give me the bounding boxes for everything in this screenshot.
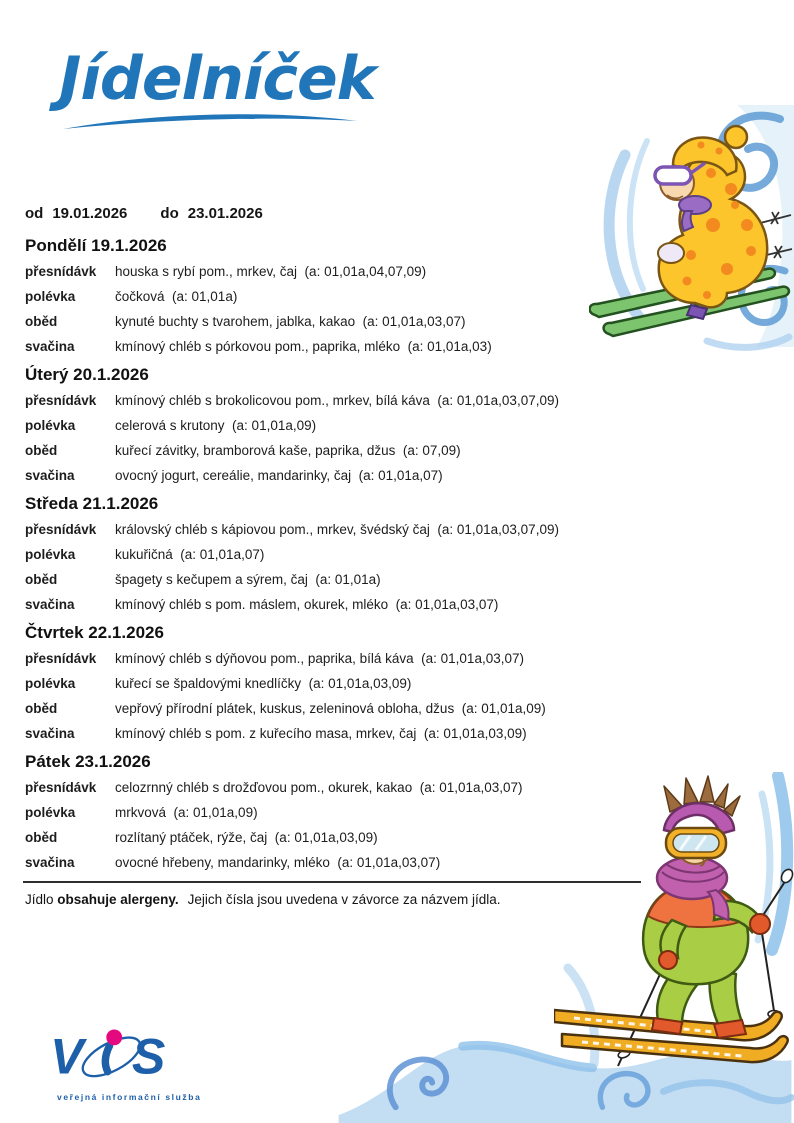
meal-text: kynuté buchty s tvarohem, jablka, kakao (a: 01,01a,03,07) bbox=[115, 314, 466, 330]
menu-row bbox=[25, 806, 794, 820]
day-heading: Pondělí 19.1.2026 bbox=[25, 236, 167, 256]
meal-label: přesnídávk bbox=[25, 522, 97, 538]
meal-label: svačina bbox=[25, 339, 75, 355]
vis-logo-tagline: veřejná informační služba bbox=[57, 1092, 202, 1102]
logo-letter-s: S bbox=[131, 1028, 164, 1084]
day-section-tuesday bbox=[25, 365, 794, 483]
meal-text: ovocný jogurt, cereálie, mandarinky, čaj (a: 01,01a,07) bbox=[115, 468, 443, 484]
date-to-value: 23.01.2026 bbox=[187, 205, 263, 223]
meal-text: kmínový chléb s pom. máslem, okurek, mléko (a: 01,01a,03,07) bbox=[115, 597, 499, 613]
meal-text: kmínový chléb s pórkovou pom., paprika, mléko (a: 01,01a,03) bbox=[115, 339, 492, 355]
menu-row bbox=[25, 856, 794, 870]
meal-label: přesnídávk bbox=[25, 651, 97, 667]
meal-text: špagety s kečupem a sýrem, čaj (a: 01,01a) bbox=[115, 572, 381, 588]
date-to-label: do bbox=[160, 205, 179, 223]
menu-row bbox=[25, 831, 794, 845]
allergen-note-prefix: Jídlo bbox=[25, 892, 58, 908]
meal-label: přesnídávk bbox=[25, 393, 97, 409]
menu-row bbox=[25, 419, 794, 433]
meal-label: přesnídávk bbox=[25, 780, 97, 796]
allergen-note-bold: obsahuje alergeny. bbox=[57, 892, 179, 908]
meal-text: čočková (a: 01,01a) bbox=[115, 289, 238, 305]
day-section-wednesday bbox=[25, 494, 794, 612]
menu-row bbox=[25, 340, 794, 354]
meal-label: polévka bbox=[25, 289, 76, 305]
meal-text: vepřový přírodní plátek, kuskus, zeleninová obloha, džus (a: 01,01a,09) bbox=[115, 701, 546, 717]
masthead bbox=[59, 46, 794, 133]
menu-row bbox=[25, 598, 794, 612]
vis-logo-mark bbox=[52, 1026, 182, 1084]
menu-row bbox=[25, 315, 794, 329]
day-section-monday bbox=[25, 236, 794, 354]
date-from-label: od bbox=[25, 205, 44, 223]
meal-text: kmínový chléb s brokolicovou pom., mrkev, bílá káva (a: 01,01a,03,07,09) bbox=[115, 393, 559, 409]
title-underline-swoosh bbox=[61, 113, 359, 133]
meal-label: polévka bbox=[25, 418, 76, 434]
logo-letter-i-dot bbox=[106, 1029, 122, 1045]
date-range bbox=[25, 205, 794, 222]
menu-row bbox=[25, 548, 794, 562]
menu-row bbox=[25, 290, 794, 304]
day-section-thursday bbox=[25, 623, 794, 741]
meal-label: oběd bbox=[25, 314, 58, 330]
meal-text: ovocné hřebeny, mandarinky, mléko (a: 01,01a,03,07) bbox=[115, 855, 441, 871]
meal-label: polévka bbox=[25, 676, 76, 692]
meal-label: svačina bbox=[25, 855, 75, 871]
meal-label: svačina bbox=[25, 726, 75, 742]
vis-logo bbox=[52, 1026, 201, 1102]
menu-row bbox=[25, 781, 794, 795]
page-title: Jídelníček bbox=[59, 44, 376, 114]
meal-label: oběd bbox=[25, 443, 58, 459]
meal-text: kuřecí se špaldovými knedlíčky (a: 01,01a,03,09) bbox=[115, 676, 412, 692]
menu-row bbox=[25, 469, 794, 483]
meal-label: svačina bbox=[25, 597, 75, 613]
menu-row bbox=[25, 702, 794, 716]
day-section-friday bbox=[25, 752, 794, 870]
footer-divider bbox=[23, 881, 641, 883]
meal-text: rozlítaný ptáček, rýže, čaj (a: 01,01a,03,09) bbox=[115, 830, 378, 846]
meal-text: celerová s krutony (a: 01,01a,09) bbox=[115, 418, 317, 434]
logo-letter-v: V bbox=[52, 1028, 82, 1084]
meal-text: kmínový chléb s dýňovou pom., paprika, bílá káva (a: 01,01a,03,07) bbox=[115, 651, 524, 667]
date-from-value: 19.01.2026 bbox=[52, 205, 128, 223]
meal-text: kukuřičná (a: 01,01a,07) bbox=[115, 547, 265, 563]
menu-row bbox=[25, 444, 794, 458]
meal-text: královský chléb s kápiovou pom., mrkev, švédský čaj (a: 01,01a,03,07,09) bbox=[115, 522, 559, 538]
logo-letter-i-stem bbox=[105, 1046, 109, 1072]
meal-text: kuřecí závitky, bramborová kaše, paprika, džus (a: 07,09) bbox=[115, 443, 461, 459]
meal-text: kmínový chléb s pom. z kuřecího masa, mrkev, čaj (a: 01,01a,03,09) bbox=[115, 726, 527, 742]
weekly-menu bbox=[25, 236, 794, 870]
menu-row bbox=[25, 573, 794, 587]
menu-row bbox=[25, 652, 794, 666]
meal-label: polévka bbox=[25, 805, 76, 821]
menu-row bbox=[25, 265, 794, 279]
day-heading: Pátek 23.1.2026 bbox=[25, 752, 151, 772]
meal-label: oběd bbox=[25, 572, 58, 588]
meal-label: přesnídávk bbox=[25, 264, 97, 280]
day-heading: Úterý 20.1.2026 bbox=[25, 365, 149, 385]
meal-text: mrkvová (a: 01,01a,09) bbox=[115, 805, 258, 821]
day-heading: Čtvrtek 22.1.2026 bbox=[25, 623, 164, 643]
allergen-note-suffix: Jejich čísla jsou uvedena v závorce za názvem jídla. bbox=[187, 892, 501, 908]
meal-label: svačina bbox=[25, 468, 75, 484]
meal-label: oběd bbox=[25, 701, 58, 717]
meal-text: houska s rybí pom., mrkev, čaj (a: 01,01a,04,07,09) bbox=[115, 264, 427, 280]
menu-row bbox=[25, 523, 794, 537]
meal-text: celozrnný chléb s drožďovou pom., okurek, kakao (a: 01,01a,03,07) bbox=[115, 780, 523, 796]
meal-label: oběd bbox=[25, 830, 58, 846]
menu-row bbox=[25, 727, 794, 741]
allergen-note bbox=[25, 892, 794, 907]
menu-row bbox=[25, 394, 794, 408]
menu-row bbox=[25, 677, 794, 691]
day-heading: Středa 21.1.2026 bbox=[25, 494, 159, 514]
meal-label: polévka bbox=[25, 547, 76, 563]
